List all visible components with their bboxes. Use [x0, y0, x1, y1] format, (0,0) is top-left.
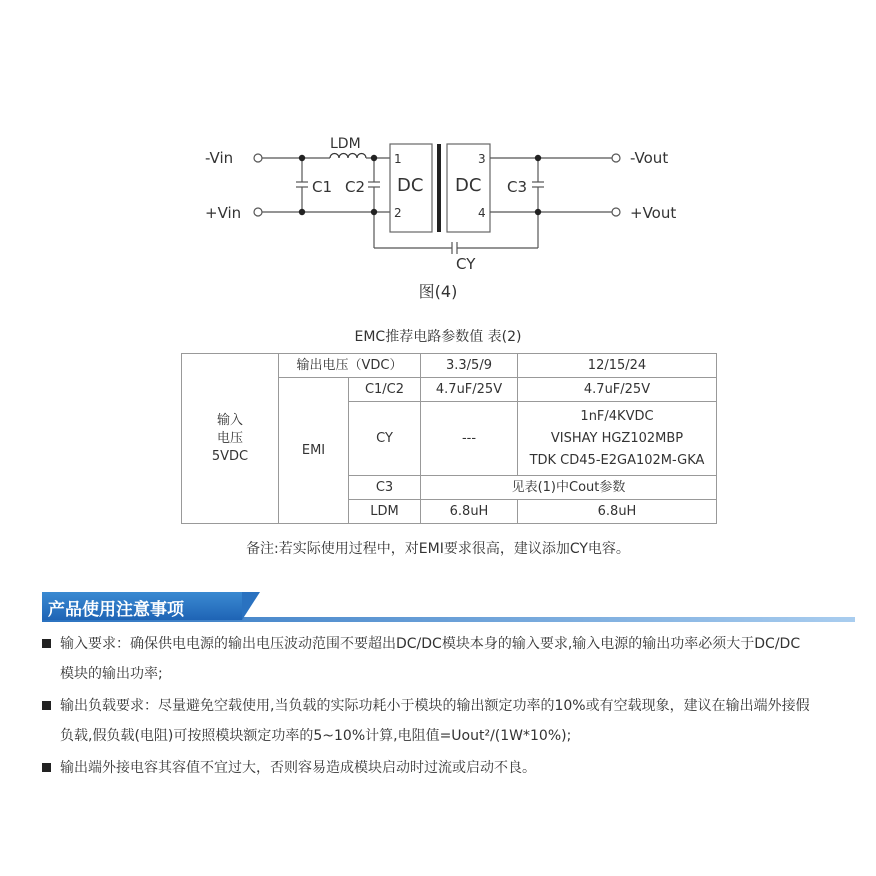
cell-value: 4.7uF/25V — [518, 378, 717, 402]
row-name: CY — [349, 402, 421, 476]
section-title: 产品使用注意事项 — [48, 600, 184, 620]
pin3-label: 3 — [478, 152, 486, 166]
row-name: C1/C2 — [349, 378, 421, 402]
minus-vin-terminal — [254, 154, 262, 162]
minus-vout-label: -Vout — [630, 149, 669, 167]
c3-label: C3 — [507, 178, 528, 196]
ldm-label: LDM — [330, 136, 361, 152]
row-name: C3 — [349, 476, 421, 500]
plus-vin-terminal — [254, 208, 262, 216]
table-note: 备注:若实际使用过程中，对EMI要求很高，建议添加CY电容。 — [246, 541, 630, 557]
square-bullet-icon — [42, 763, 51, 772]
plus-vout-terminal — [612, 208, 620, 216]
input-voltage-cell: 输入 电压 5VDC — [182, 354, 279, 524]
cell-value: 6.8uH — [518, 500, 717, 524]
plus-vin-label: +Vin — [205, 204, 242, 222]
list-item: 输出端外接电容其容值不宜过大，否则容易造成模块启动时过流或启动不良。 — [42, 753, 862, 783]
ldm-inductor — [330, 154, 366, 159]
cell-value: --- — [421, 402, 518, 476]
c1-label: C1 — [312, 178, 333, 196]
square-bullet-icon — [42, 701, 51, 710]
cy-label: CY — [456, 255, 476, 273]
usage-notes-list — [42, 629, 862, 783]
row-name: LDM — [349, 500, 421, 524]
list-item: 输出负载要求：尽量避免空载使用,当负载的实际功耗小于模块的输出额定功率的10%或有空载现象，建议在输出端外接假 负载,假负载(电阻)可按照模块额定功率的5~10%计算,电阻值=Uout²/(1W*10%); — [42, 691, 862, 751]
dc-right-label: DC — [455, 175, 482, 196]
figure-caption: 图(4) — [418, 282, 458, 301]
dc-left-label: DC — [397, 175, 424, 196]
cell-value: 6.8uH — [421, 500, 518, 524]
isolation-barrier — [437, 144, 441, 232]
minus-vin-label: -Vin — [205, 149, 234, 167]
header-col1: 3.3/5/9 — [421, 354, 518, 378]
cy-options-cell: 1nF/4KVDC VISHAY HGZ102MBP TDK CD45-E2GA102M-GKA — [518, 402, 717, 476]
emi-cell: EMI — [279, 378, 349, 524]
emc-circuit-diagram — [0, 0, 876, 300]
cell-value: 4.7uF/25V — [421, 378, 518, 402]
emc-parameter-table — [181, 353, 717, 524]
table-caption: EMC推荐电路参数值 表(2) — [354, 329, 522, 345]
minus-vout-terminal — [612, 154, 620, 162]
table-row — [182, 354, 717, 378]
section-banner — [42, 592, 855, 622]
list-item: 输入要求：确保供电电源的输出电压波动范围不要超出DC/DC模块本身的输入要求,输入电源的输出功率必须大于DC/DC 模块的输出功率; — [42, 629, 862, 689]
output-voltage-header: 输出电压（VDC） — [279, 354, 421, 378]
pin4-label: 4 — [478, 206, 486, 220]
c2-label: C2 — [345, 178, 366, 196]
header-col2: 12/15/24 — [518, 354, 717, 378]
pin2-label: 2 — [394, 206, 402, 220]
pin1-label: 1 — [394, 152, 402, 166]
square-bullet-icon — [42, 639, 51, 648]
cell-value: 见表(1)中Cout参数 — [421, 476, 717, 500]
plus-vout-label: +Vout — [630, 204, 677, 222]
